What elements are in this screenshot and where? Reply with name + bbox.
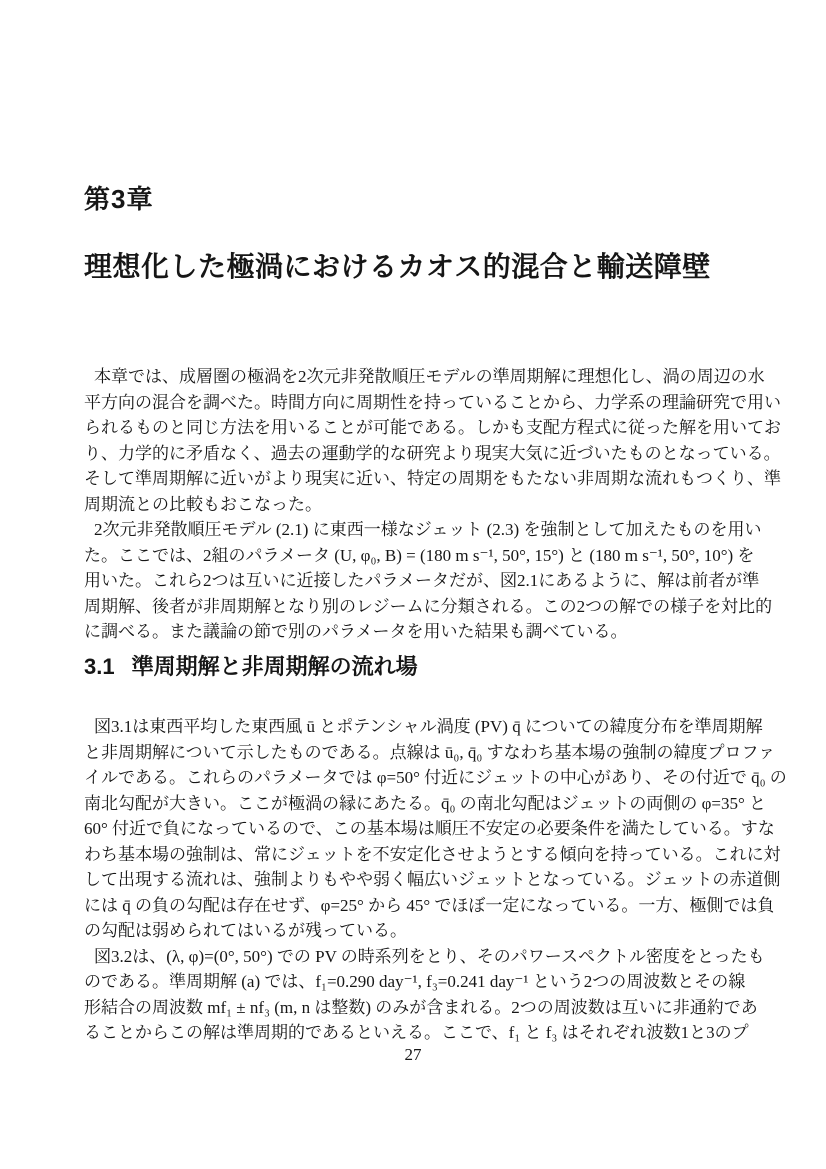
text-line: 形結合の周波数 mf₁ ± nf₃ (m, n は整数) のみが含まれる。2つの周波数は互いに非通約であ [84, 997, 758, 1017]
text-line: に調べる。また議論の節で別のパラメータを用いた結果も調べている。 [84, 622, 628, 641]
section-paragraphs [84, 714, 787, 1046]
text-line: 図3.2は、(λ, φ)=(0°, 50°) での PV の時系列をとり、そのパワースペクトル密度をとったも [94, 946, 765, 966]
text-line: 2次元非発散順圧モデル (2.1) に東西一様なジェット (2.3) を強制として加えたものを用い [94, 520, 762, 539]
text-line: 平方向の混合を調べた。時間方向に周期性を持っていることから、力学系の理論研究で用い [84, 392, 781, 412]
text-line: り、力学的に矛盾なく、過去の運動学的な研究より現実大気に近づいたものとなっている。 [84, 443, 781, 463]
page-number: 27 [404, 1045, 422, 1064]
section-heading [84, 654, 418, 680]
text-line: には q̄ の負の勾配は存在せず、φ=25° から 45° でほぼ一定になっている。一方、極側では負 [84, 895, 775, 915]
text-line: そして準周期解に近いがより現実に近い、特定の周期をもたない非周期な流れもつくり、準 [84, 469, 781, 488]
text-line: 本章では、成層圏の極渦を2次元非発散順圧モデルの準周期解に理想化し、渦の周辺の水 [94, 367, 765, 386]
text-line: して出現する流れは、強制よりもやや弱く幅広いジェットとなっている。ジェットの赤道側 [84, 870, 781, 889]
text-line: と非周期解について示したものである。点線は ū₀, q̄₀ すなわち基本場の強制の緯度プロファ [84, 742, 776, 762]
section-title: 準周期解と非周期解の流れ場 [131, 654, 418, 679]
text-line: られるものと同じ方法を用いることが可能である。しかも支配方程式に従った解を用いてお [84, 418, 781, 437]
text-line: わち基本場の強制は、常にジェットを不安定化させようとする傾向を持っている。これに対 [84, 844, 781, 864]
text-line: 周期流との比較もおこなった。 [84, 494, 322, 514]
text-line: 60° 付近で負になっているので、この基本場は順圧不安定の必要条件を満たしている。すな [84, 819, 775, 838]
chapter-title: 理想化した極渦におけるカオス的混合と輸送障壁 [84, 251, 711, 282]
text-line: ることからこの解は準周期的であるといえる。ここで、f₁ と f₃ はそれぞれ波数1と3のプ [84, 1023, 749, 1042]
text-line: のである。準周期解 (a) では、f₁=0.290 day⁻¹, f₃=0.241 day⁻¹ という2つの周波数とその線 [84, 972, 746, 991]
page-footer [0, 1044, 826, 1066]
text-line: の勾配は弱められてはいるが残っている。 [84, 921, 407, 940]
text-line: 周期解、後者が非周期解となり別のレジームに分類される。この2つの解での様子を対比的 [84, 596, 773, 616]
text-line: イルである。これらのパラメータでは φ=50° 付近にジェットの中心があり、その付近で q̄₀ の [84, 768, 787, 787]
text-line: た。ここでは、2組のパラメータ (U, φ₀, B) = (180 m s⁻¹, 50°, 15°) と (180 m s⁻¹, 50°, 10°) を [84, 545, 755, 565]
text-line: 南北勾配が大きい。ここが極渦の縁にあたる。q̄₀ の南北勾配はジェットの両側の φ=35° と [84, 793, 767, 813]
intro-paragraphs [84, 364, 781, 645]
chapter-number: 第3章 [84, 184, 154, 214]
section-number: 3.1 [84, 654, 115, 679]
text-line: 用いた。これら2つは互いに近接したパラメータだが、図2.1にあるように、解は前者が準 [84, 571, 760, 590]
text-line: 図3.1は東西平均した東西風 ū とポテンシャル渦度 (PV) q̄ についての緯度分布を準周期解 [94, 717, 763, 736]
